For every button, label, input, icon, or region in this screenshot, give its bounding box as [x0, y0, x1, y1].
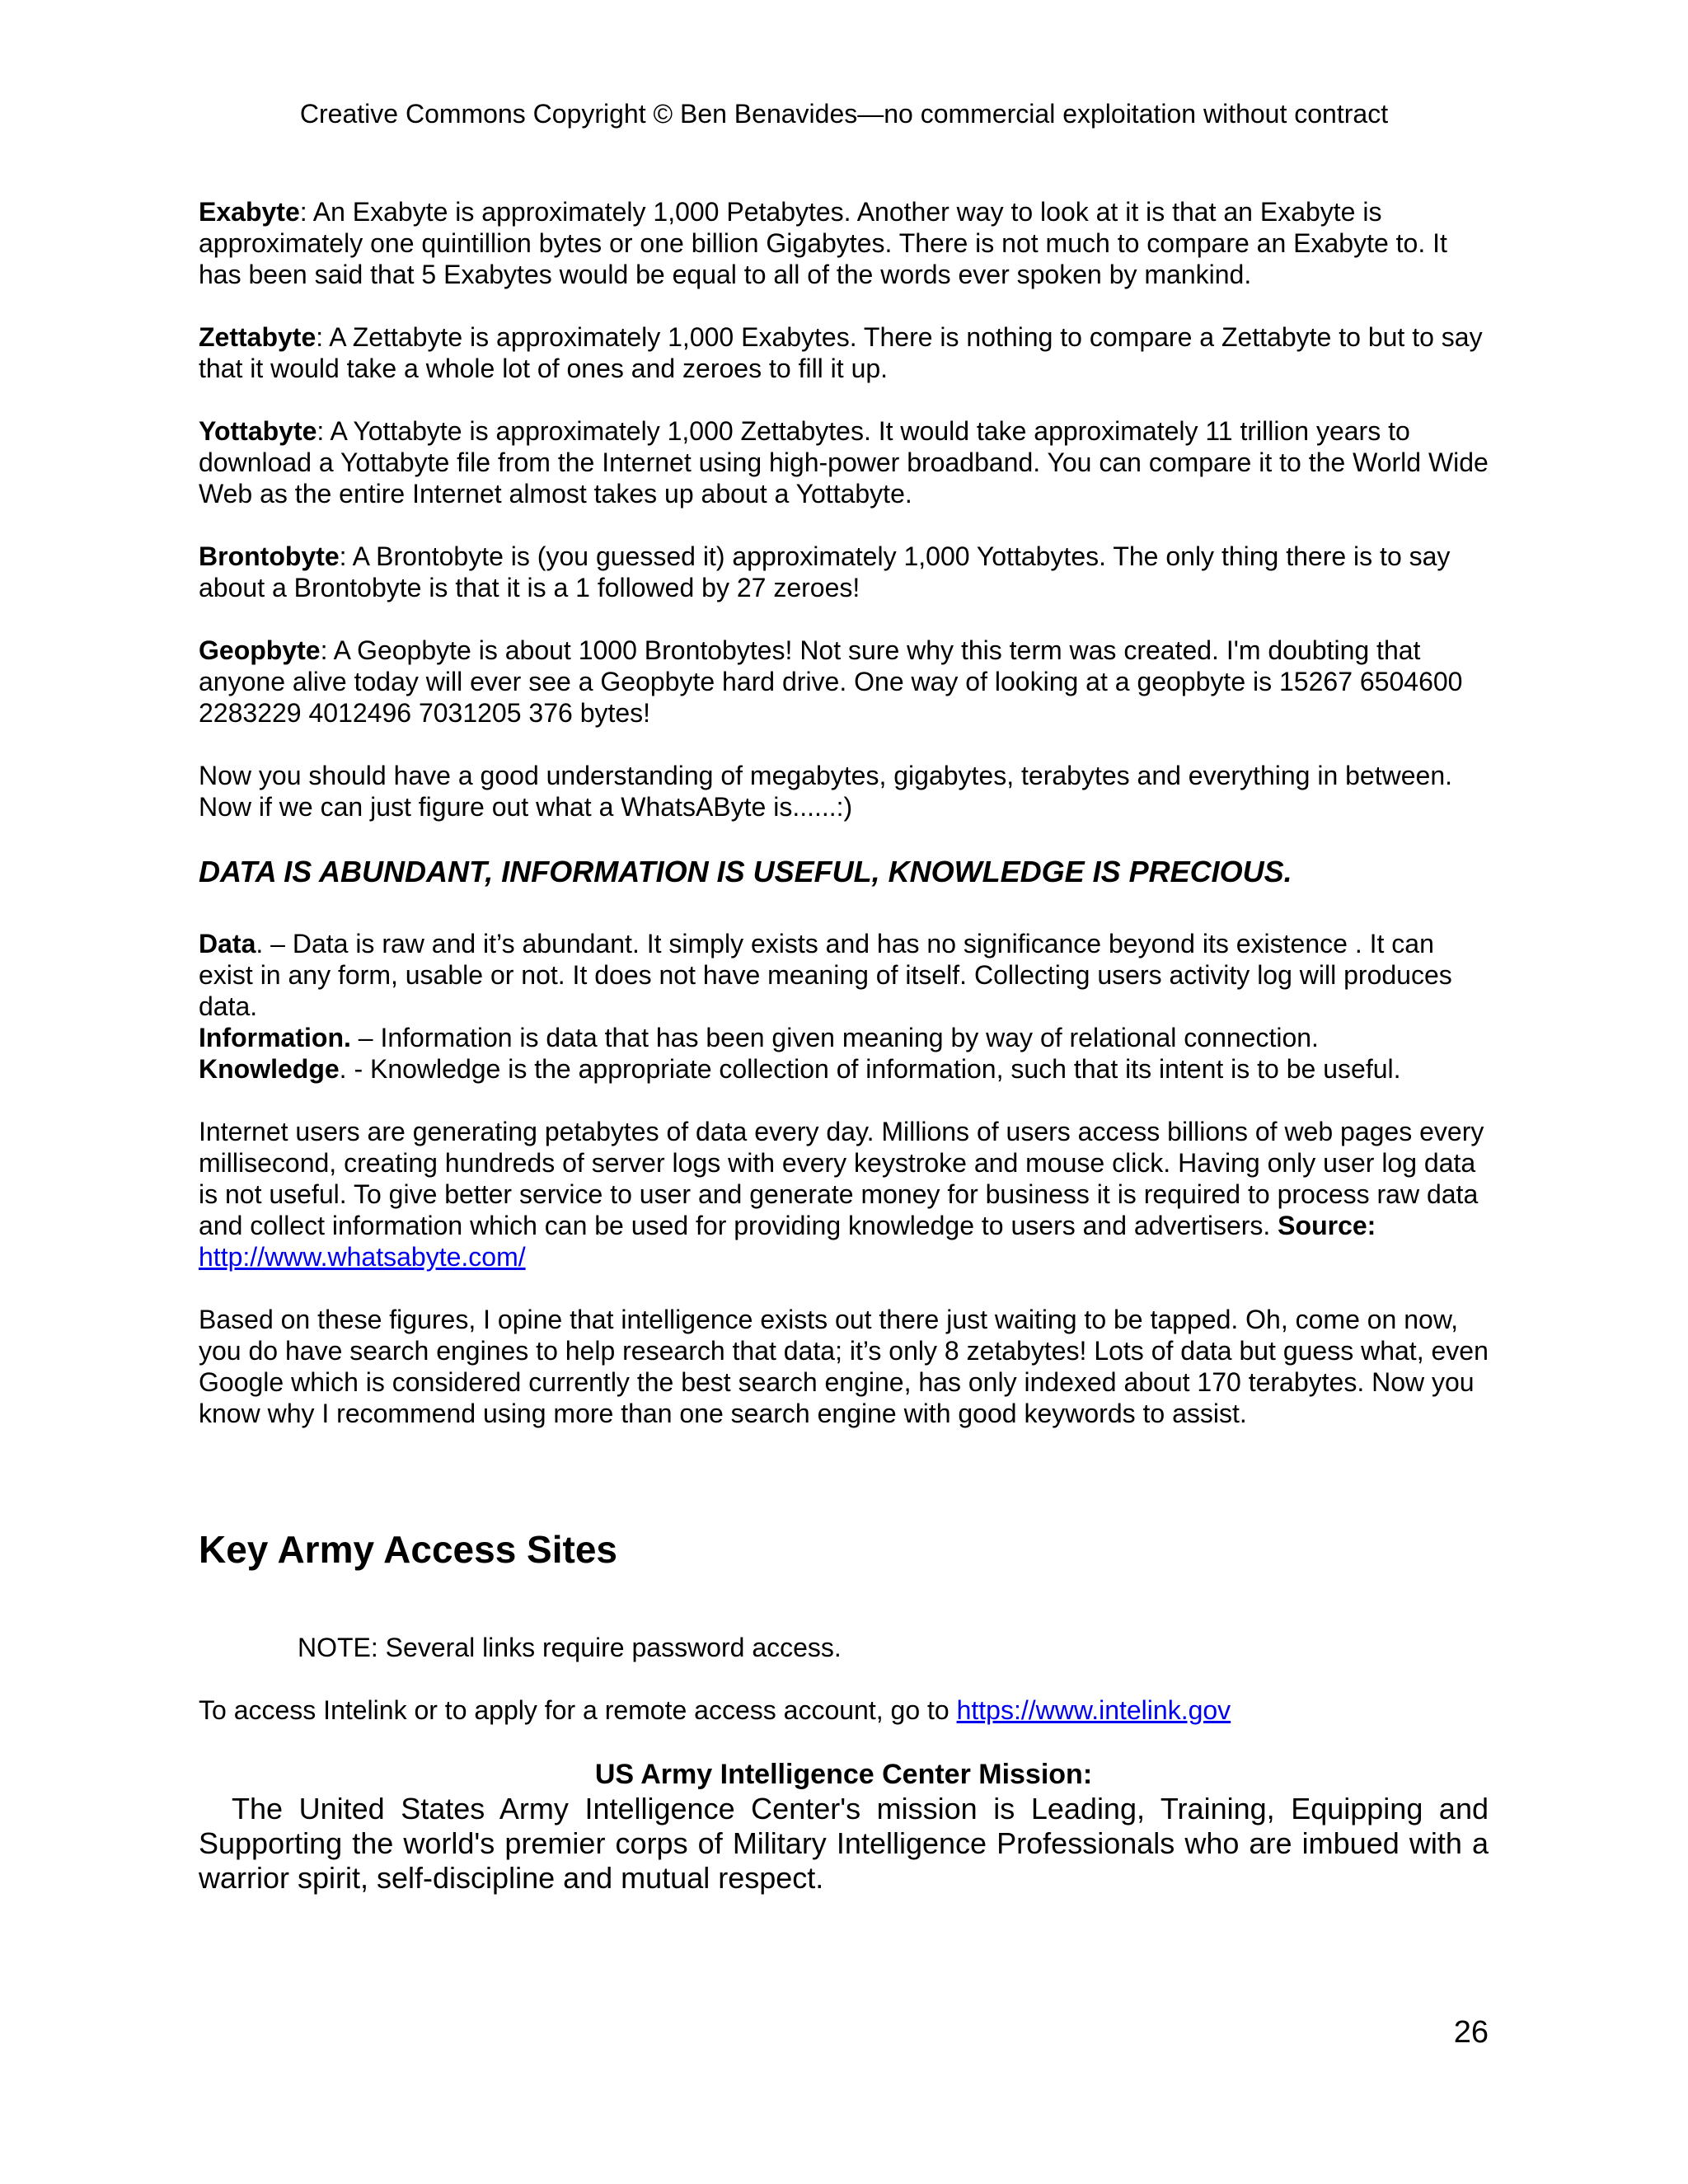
- unit-text: : A Zettabyte is approximately 1,000 Exabytes. There is nothing to compare a Zettabyte to but to say that it would take a whole lot of ones and zeroes to fill it up.: [199, 322, 1483, 383]
- unit-definition-geopbyte: [199, 635, 1489, 729]
- summary-paragraph: Now you should have a good understanding of megabytes, gigabytes, terabytes and everything in between. Now if we can just figure out what a WhatsAByte is......:): [199, 761, 1452, 822]
- unit-text: : A Geopbyte is about 1000 Brontobytes! Not sure why this term was created. I'm doubting that anyone alive today will ever see a Geopbyte hard drive. One way of looking at a geopbyte is 15267 6504600 2283229 4012496 7031205 376 bytes!: [199, 635, 1463, 728]
- unit-definition-zettabyte: [199, 321, 1489, 384]
- intelink-access-text: To access Intelink or to apply for a remote access account, go to: [199, 1695, 957, 1725]
- unit-term: Zettabyte: [199, 322, 316, 352]
- mission-heading: US Army Intelligence Center Mission:: [594, 1759, 1093, 1790]
- definition-information: [199, 1022, 1489, 1053]
- password-note: NOTE: Several links require password access.: [298, 1633, 842, 1662]
- slogan-heading: DATA IS ABUNDANT, INFORMATION IS USEFUL, KNOWLEDGE IS PRECIOUS.: [199, 855, 1292, 888]
- definition-data: [199, 928, 1489, 1022]
- definition-text: . – Data is raw and it’s abundant. It simply exists and has no significance beyond its existence . It can exist in any form, usable or not. It does not have meaning of itself. Collecting users activity log will produces data.: [199, 929, 1452, 1021]
- mission-paragraph: The United States Army Intelligence Center's mission is Leading, Training, Equipping and Supporting the world's premier corps of Military Intelligence Professionals who are imbued with a warrior spirit, self-discipline and mutual respect.: [199, 1792, 1489, 1895]
- unit-text: : An Exabyte is approximately 1,000 Petabytes. Another way to look at it is that an Exabyte is approximately one quintillion bytes or one billion Gigabytes. There is not much to compare an Exabyte to. It has been said that 5 Exabytes would be equal to all of the words ever spoken by mankind.: [199, 197, 1447, 289]
- definition-term: Information.: [199, 1023, 351, 1052]
- definition-text: – Information is data that has been given meaning by way of relational connection.: [350, 1023, 1319, 1052]
- source-label: Source:: [1278, 1211, 1376, 1240]
- unit-text: : A Brontobyte is (you guessed it) approximately 1,000 Yottabytes. The only thing there is to say about a Brontobyte is that it is a 1 followed by 27 zeroes!: [199, 541, 1451, 602]
- section-heading: Key Army Access Sites: [199, 1528, 617, 1571]
- unit-definition-brontobyte: [199, 541, 1489, 603]
- definition-knowledge: [199, 1053, 1489, 1085]
- internet-paragraph-text: Internet users are generating petabytes of data every day. Millions of users access billions of web pages every millisecond, creating hundreds of server logs with every keystroke and mouse click. Having only user log data is not useful. To give better service to user and generate money for business it is required to process raw data and collect information which can be used for providing knowledge to users and advertisers.: [199, 1117, 1484, 1240]
- unit-term: Yottabyte: [199, 416, 317, 446]
- figures-paragraph: Based on these figures, I opine that intelligence exists out there just waiting to be tapped. Oh, come on now, you do have search engines to help research that data; it’s only 8 zetabytes! Lots of data but guess what, even Google which is considered currently the best search engine, has only indexed about 170 terabytes. Now you know why I recommend using more than one search engine with good keywords to assist.: [199, 1305, 1489, 1428]
- copyright-header: Creative Commons Copyright © Ben Benavides—no commercial exploitation without contract: [299, 99, 1389, 129]
- intelink-access-paragraph: [199, 1694, 1489, 1726]
- page-content: [199, 196, 1489, 1896]
- unit-term: Exabyte: [199, 197, 300, 227]
- unit-definition-exabyte: [199, 196, 1489, 290]
- unit-term: Brontobyte: [199, 541, 340, 571]
- definition-term: Data: [199, 929, 256, 958]
- internet-paragraph: [199, 1116, 1489, 1272]
- definition-text: . - Knowledge is the appropriate collection of information, such that its intent is to be useful.: [339, 1054, 1401, 1084]
- source-link[interactable]: http://www.whatsabyte.com/: [199, 1242, 526, 1272]
- unit-definition-yottabyte: [199, 415, 1489, 509]
- unit-text: : A Yottabyte is approximately 1,000 Zettabytes. It would take approximately 11 trillion years to download a Yottabyte file from the Internet using high-power broadband. You can compare it to the World Wide Web as the entire Internet almost takes up about a Yottabyte.: [199, 416, 1489, 509]
- page-number: 26: [1453, 2015, 1489, 2050]
- intelink-link[interactable]: https://www.intelink.gov: [956, 1695, 1231, 1725]
- definition-term: Knowledge: [199, 1054, 340, 1084]
- unit-term: Geopbyte: [199, 635, 321, 665]
